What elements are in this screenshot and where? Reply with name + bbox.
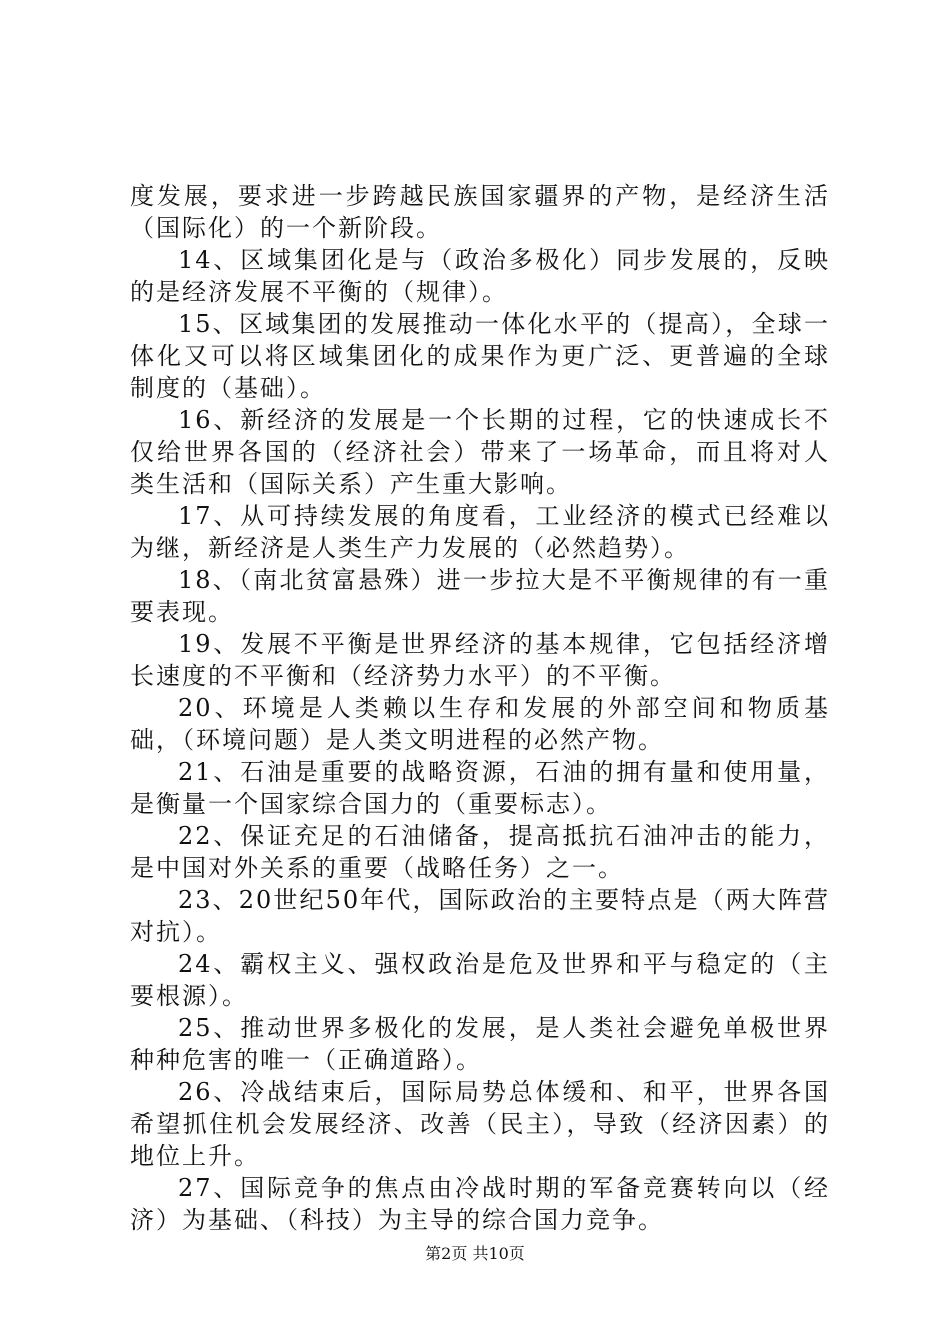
paragraph-item-26: 26、冷战结束后，国际局势总体缓和、和平，世界各国希望抓住机会发展经济、改善（民主），导致（经济因素）的地位上升。	[130, 1078, 830, 1170]
paragraph-item-19: 19、发展不平衡是世界经济的基本规律，它包括经济增长速度的不平衡和（经济势力水平）的不平衡。	[130, 630, 830, 690]
paragraph-item-21: 21、石油是重要的战略资源，石油的拥有量和使用量，是衡量一个国家综合国力的（重要标志）。	[130, 758, 830, 818]
paragraph-item-23: 23、20世纪50年代，国际政治的主要特点是（两大阵营对抗）。	[130, 886, 830, 946]
page-number-footer: 第2页 共10页	[425, 1244, 525, 1263]
paragraph-item-14: 14、区域集团化是与（政治多极化）同步发展的，反映的是经济发展不平衡的（规律）。	[130, 246, 830, 306]
paragraph-item-18: 18、（南北贫富悬殊）进一步拉大是不平衡规律的有一重要表现。	[130, 566, 830, 626]
paragraph-item-22: 22、保证充足的石油储备，提高抵抗石油冲击的能力，是中国对外关系的重要（战略任务）之一。	[130, 822, 830, 882]
paragraph-item-17: 17、从可持续发展的角度看，工业经济的模式已经难以为继，新经济是人类生产力发展的（必然趋势）。	[130, 502, 830, 562]
paragraph-item-24: 24、霸权主义、强权政治是危及世界和平与稳定的（主要根源）。	[130, 950, 830, 1010]
document-body	[130, 180, 830, 1236]
paragraph-continuation: 度发展，要求进一步跨越民族国家疆界的产物，是经济生活（国际化）的一个新阶段。	[130, 182, 830, 242]
paragraph-item-25: 25、推动世界多极化的发展，是人类社会避免单极世界种种危害的唯一（正确道路）。	[130, 1014, 830, 1074]
paragraph-item-15: 15、区域集团的发展推动一体化水平的（提高），全球一体化又可以将区域集团化的成果作为更广泛、更普遍的全球制度的（基础）。	[130, 310, 830, 402]
paragraph-item-20: 20、环境是人类赖以生存和发展的外部空间和物质基础，（环境问题）是人类文明进程的必然产物。	[130, 694, 830, 754]
paragraph-item-16: 16、新经济的发展是一个长期的过程，它的快速成长不仅给世界各国的（经济社会）带来了一场革命，而且将对人类生活和（国际关系）产生重大影响。	[130, 406, 830, 498]
paragraph-item-27: 27、国际竞争的焦点由冷战时期的军备竞赛转向以（经济）为基础、（科技）为主导的综合国力竞争。	[130, 1174, 830, 1234]
